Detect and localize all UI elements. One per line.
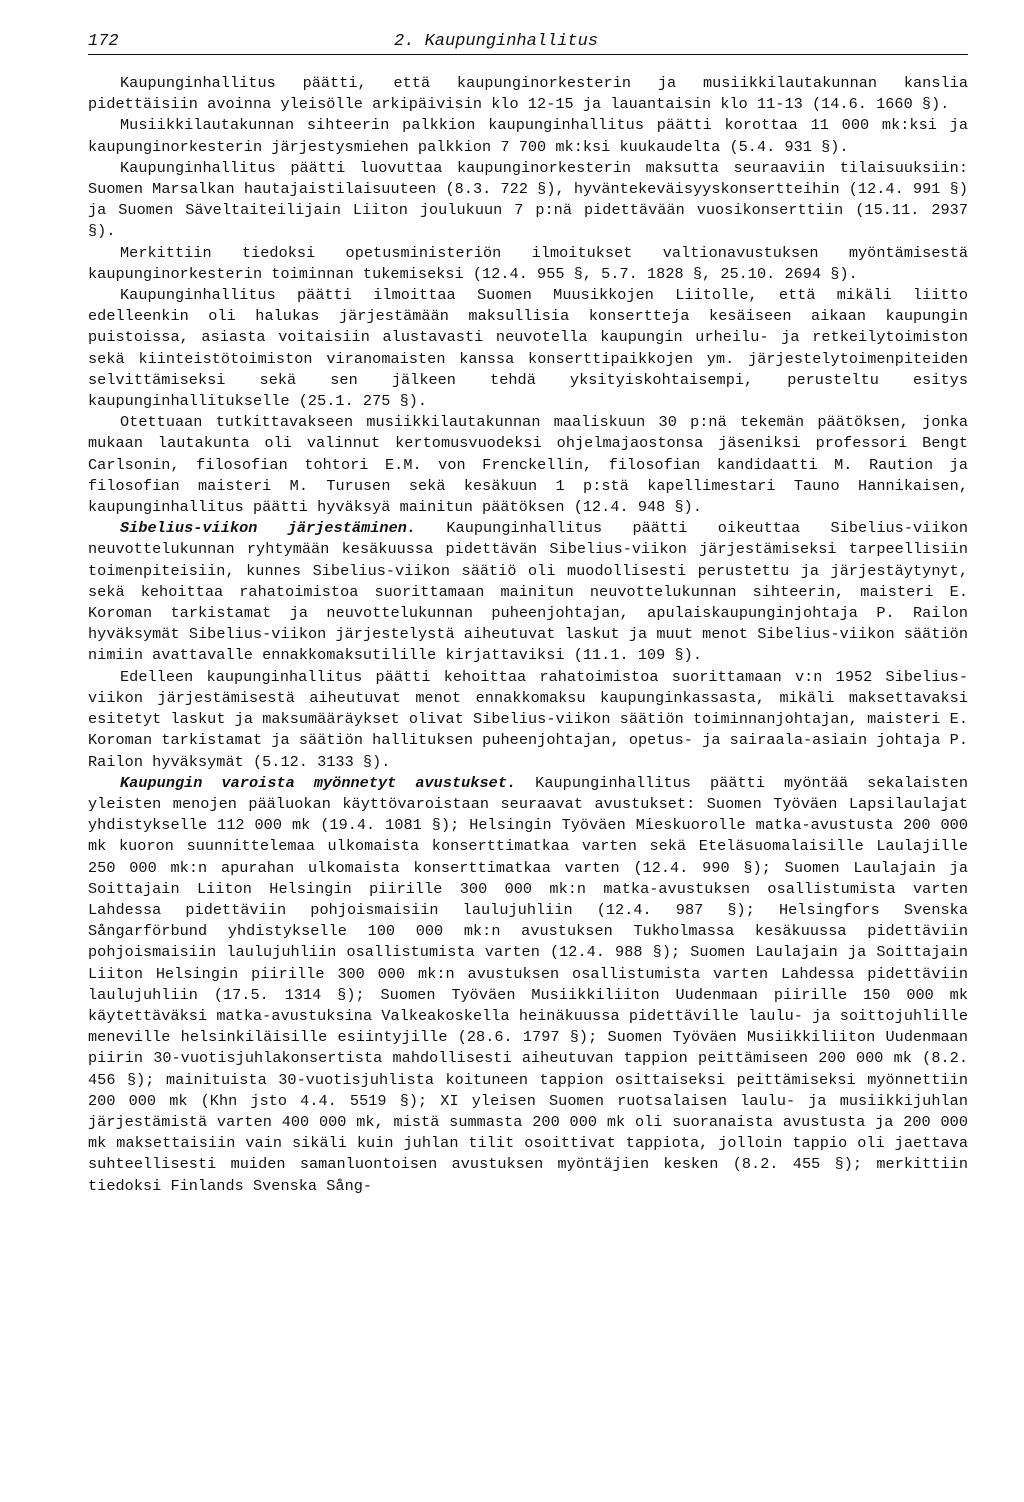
paragraph <box>88 773 968 1197</box>
page-number: 172 <box>88 32 119 51</box>
paragraph-text: Kaupunginhallitus päätti, että kaupunginorkesterin ja musiikkilautakunnan kanslia pidettäisiin avoinna yleisölle arkipäivisin klo 12-15 ja lauantaisin klo 11-13 (14.6. 1660 §). <box>88 74 968 114</box>
paragraph-heading: Sibelius-viikon järjestäminen. <box>120 519 417 538</box>
paragraph <box>88 667 968 773</box>
paragraph-text: Kaupunginhallitus päätti oikeuttaa Sibelius-viikon neuvottelukunnan ryhtymään kesäkuussa pidettävän Sibelius-viikon järjestämiseksi tarpeellisiin toimenpiteisiin, kunnes Sibelius-viikon säätiö oli muodollisesti perustettu ja järjestäytynyt, sekä kehoittaa rahatoimistoa suorittamaan mainitun neuvottelukunnan sihteerin, maisteri E. Koroman tarkistamat ja neuvottelukunnan puheenjohtajan, apulaiskaupunginjohtaja P. Railon hyväksymät Sibelius-viikon järjestelystä aiheutuvat laskut ja muut menot Sibelius-viikon säätiön nimiin avattavalle ennakkomaksutilille kirjattaviksi (11.1. 109 §). <box>88 519 968 665</box>
paragraph-text: Musiikkilautakunnan sihteerin palkkion kaupunginhallitus päätti korottaa 11 000 mk:ksi ja kaupunginorkesterin järjestysmiehen palkkion 7 700 mk:ksi kuukaudelta (5.4. 931 §). <box>88 116 968 156</box>
running-title: 2. Kaupunginhallitus <box>394 32 599 51</box>
body-text <box>88 73 968 1197</box>
paragraph <box>88 243 968 285</box>
paragraph <box>88 115 968 157</box>
paragraph-text: Edelleen kaupunginhallitus päätti kehoittaa rahatoimistoa suorittamaan v:n 1952 Sibelius-viikon järjestämisestä aiheutuvat menot ennakkomaksu kaupunginkassasta, mikäli maksettavaksi esitetyt laskut ja maksumääräykset olivat Sibelius-viikon säätiön toiminnanjohtajan, maisteri E. Koroman tarkistamat ja säätiön hallituksen puheenjohtajan, opetus- ja sairaala-asiain johtaja P. Railon hyväksymät (5.12. 3133 §). <box>88 667 968 771</box>
paragraph-text: Otettuaan tutkittavakseen musiikkilautakunnan maaliskuun 30 p:nä tekemän päätöksen, jonka mukaan lautakunta oli valinnut kertomusvuodeksi ohjelmajaostonsa jäseniksi professori Bengt Carlsonin, filosofian tohtori E.M. von Frenckellin, filosofian kandidaatti M. Raution ja filosofian maisteri M. Turusen sekä kesäkuun 1 p:stä kapellimestari Tauno Hannikaisen, kaupunginhallitus päätti hyväksyä mainitun päätöksen (12.4. 948 §). <box>88 413 968 517</box>
document-page <box>88 28 968 1197</box>
paragraph-heading: Kaupungin varoista myönnetyt avustukset. <box>120 773 517 792</box>
paragraph-text: Kaupunginhallitus päätti myöntää sekalaisten yleisten menojen pääluokan käyttövaroistaan seuraavat avustukset: Suomen Työväen Lapsilaulajat yhdistykselle 112 000 mk (19.4. 1081 §); Helsingin Työväen Mieskuorolle matka-avustusta 200 000 mk kuoron suunnittelemaa ulkomaista konserttimatkaa varten sekä Eteläsuomalaisille Laulajille 250 000 mk:n apurahan ulkomaista konserttimatkaa varten (12.4. 990 §); Suomen Laulajain ja Soittajain Liiton Helsingin piirille 300 000 mk:n matka-avustuksen osallistumista varten Lahdessa pidettäviin pohjoismaisiin laulujuhliin (12.4. 987 §); Helsingfors Svenska Sångarförbund yhdistykselle 100 000 mk:n avustuksen Tukholmassa kesäkuussa pidettäviin pohjoismaisiin laulujuhliin osallistumista varten (12.4. 988 §); Suomen Laulajain ja Soittajain Liiton Helsingin piirille 300 000 mk:n avustuksen osallistumista varten Lahdessa pidettäviin laulujuhliin (17.5. 1314 §); Suomen Työväen Musiikkiliiton Uudenmaan piirille 150 000 mk käytettäväksi matka-avustuksina Valkeakoskella heinäkuussa pidettäville laulu- ja soittojuhlille meneville helsinkiläisille esiintyjille (28.6. 1797 §); Suomen Työväen Musiikkiliiton Uudenmaan piirin 30-vuotisjuhlakonsertista mahdollisesti aiheutuvan tappion peittämiseen 200 000 mk (8.2. 456 §); mainituista 30-vuotisjuhlista koituneen tappion osittaiseksi peittämiseksi myönnettiin 200 000 mk (Khn jsto 4.4. 5519 §); XI yleisen Suomen ruotsalaisen laulu- ja musiikkijuhlan järjestämistä varten 400 000 mk, mistä summasta 200 000 mk oli suoranaista avustusta ja 200 000 mk maksettaisiin vain sikäli kuin juhlan tilit osoittivat tappiota, jolloin tappio oli jaettava suhteellisesti muiden samanluontoisen avustuksen myöntäjien kesken (8.2. 455 §); merkittiin tiedoksi Finlands Svenska Sång- <box>88 773 968 1195</box>
paragraph-text: Kaupunginhallitus päätti ilmoittaa Suomen Muusikkojen Liitolle, että mikäli liitto edelleenkin oli halukas järjestämään maksullisia konsertteja kesäiseen aikaan kaupungin puistoissa, asiasta voitaisiin alustavasti neuvotella kaupungin urheilu- ja retkeilytoimiston sekä kiinteistötoimiston viranomaisten kanssa konserttipaikkojen ym. järjestelytoimenpiteiden selvittämiseksi sekä sen jälkeen tehdä yksityiskohtaisempi, perusteltu esitys kaupunginhallitukselle (25.1. 275 §). <box>88 286 968 411</box>
paragraph <box>88 73 968 115</box>
paragraph <box>88 518 968 666</box>
paragraph <box>88 412 968 518</box>
paragraph <box>88 158 968 243</box>
paragraph-text: Kaupunginhallitus päätti luovuttaa kaupunginorkesterin maksutta seuraaviin tilaisuuksiin: Suomen Marsalkan hautajaistilaisuuteen (8.3. 722 §), hyväntekeväisyyskonsertteihin (12.4. 991 §) ja Suomen Säveltaiteilijain Liiton joulukuun 7 p:nä pidettävään vuosikonserttiin (15.11. 2937 §). <box>88 158 968 241</box>
paragraph-text: Merkittiin tiedoksi opetusministeriön ilmoitukset valtionavustuksen myöntämisestä kaupunginorkesterin toiminnan tukemiseksi (12.4. 955 §, 5.7. 1828 §, 25.10. 2694 §). <box>88 243 968 283</box>
paragraph <box>88 285 968 412</box>
page-header <box>88 28 968 55</box>
